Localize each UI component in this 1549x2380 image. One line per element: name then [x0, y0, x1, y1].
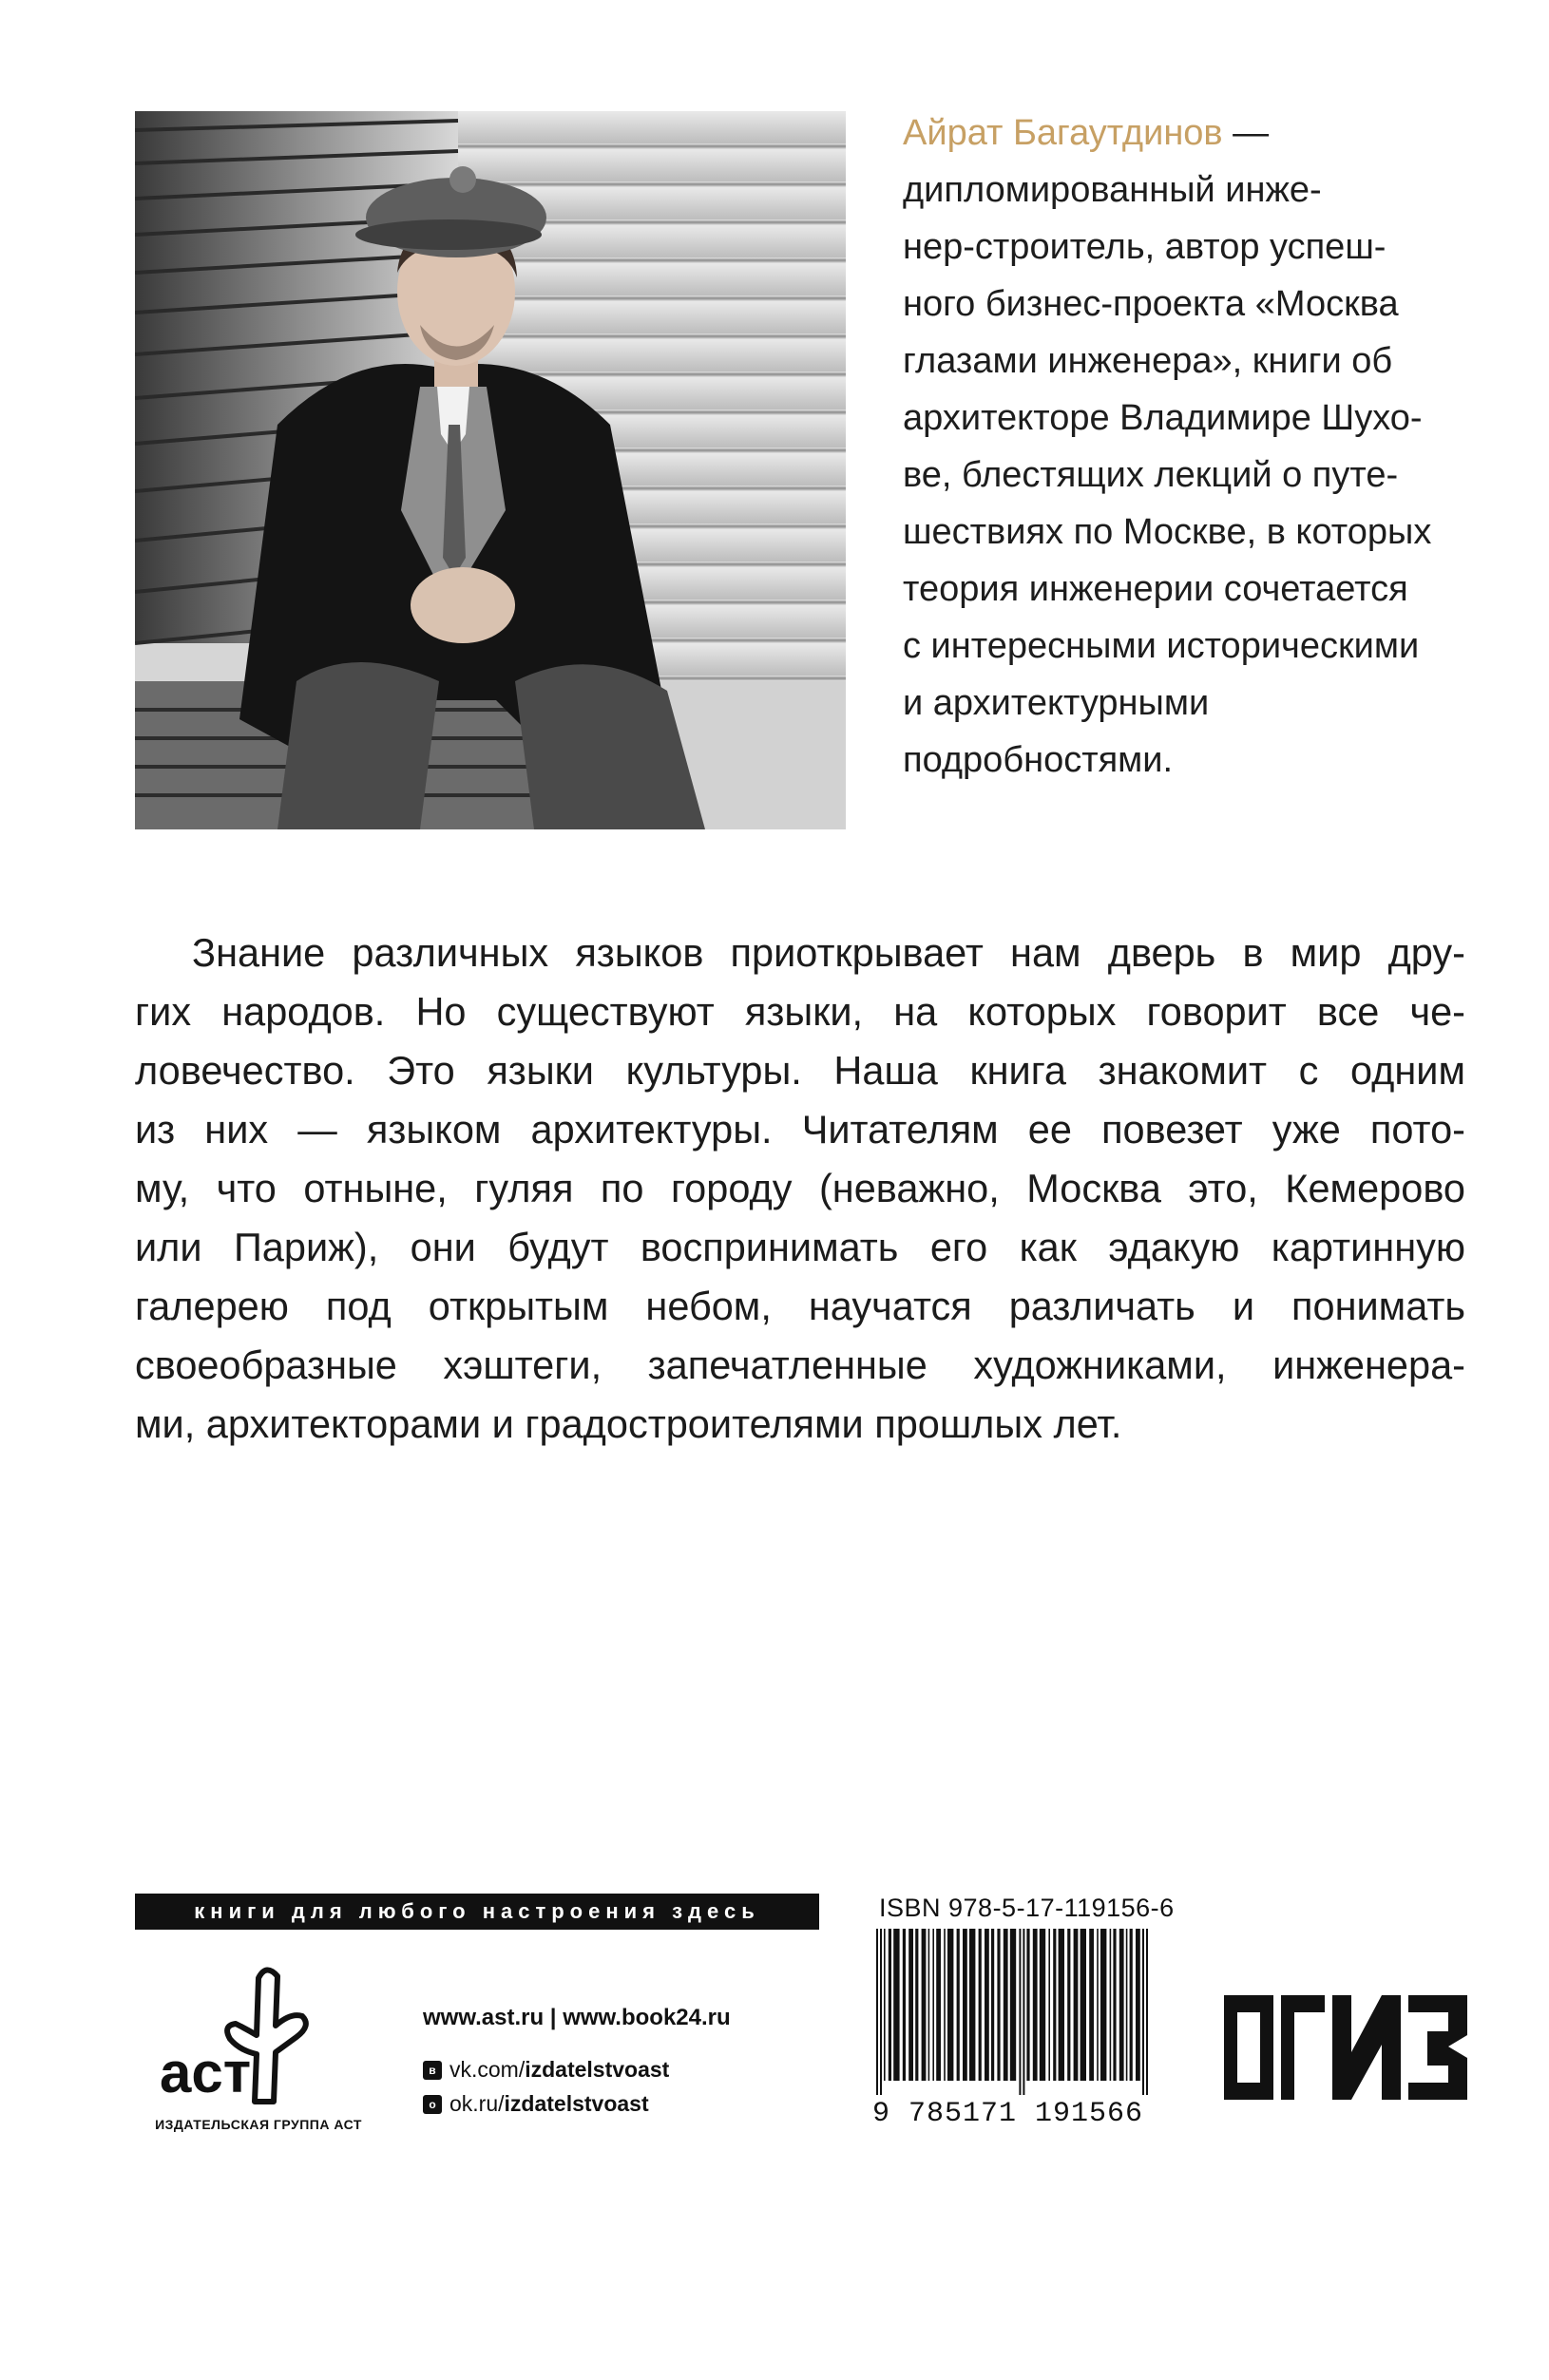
barcode-bar	[1136, 1929, 1140, 2081]
author-bio	[903, 105, 1473, 789]
author-photo	[135, 111, 846, 829]
barcode-bar	[1053, 1929, 1056, 2081]
ok-handle: izdatelstvoast	[504, 2091, 649, 2116]
barcode-bar	[1067, 1929, 1070, 2081]
annotation-line: галерею под открытым небом, научатся различать и понимать	[135, 1284, 1465, 1328]
barcode-bar	[1089, 1929, 1094, 2081]
ast-logo-icon	[152, 1959, 333, 2111]
barcode-bar	[957, 1929, 960, 2081]
barcode-icon	[872, 1929, 1176, 2095]
barcode-bar	[903, 1929, 906, 2081]
barcode-bar	[1126, 1929, 1128, 2081]
vk-handle: izdatelstvoast	[525, 2057, 670, 2082]
barcode-bar	[969, 1929, 975, 2081]
barcode-guard-bar	[1023, 1929, 1024, 2095]
bio-line: ве, блестящих лекций о путе-	[903, 455, 1399, 495]
ok-icon: о	[423, 2095, 442, 2114]
isbn-label: ISBN 978-5-17-119156-6	[879, 1894, 1175, 1922]
barcode-bar	[1130, 1929, 1133, 2081]
bio-line: теория инженерии сочетается	[903, 569, 1408, 609]
vk-prefix: vk.com/	[449, 2057, 526, 2082]
bio-line: шествиях по Москве, в которых	[903, 512, 1432, 552]
ast-logo-text: аст	[160, 2041, 252, 2104]
barcode-bar	[922, 1929, 927, 2081]
barcode-bar	[1097, 1929, 1099, 2081]
author-name: Айрат Багаутдинов	[903, 113, 1223, 153]
slogan-bar: книги для любого настроения здесь	[135, 1894, 819, 1930]
vk-link[interactable]	[423, 2057, 669, 2083]
book-annotation	[135, 923, 1465, 1454]
barcode-guard-bar	[1146, 1929, 1148, 2095]
barcode-guard-bar	[1142, 1929, 1144, 2095]
barcode-bar	[1119, 1929, 1124, 2081]
barcode-bar	[1033, 1929, 1038, 2081]
ok-prefix: ok.ru/	[449, 2091, 505, 2116]
barcode-bar	[915, 1929, 918, 2081]
barcode-bar	[947, 1929, 953, 2081]
bio-line: ного бизнес-проекта «Москва	[903, 284, 1399, 324]
barcode-bar	[1004, 1929, 1008, 2081]
annotation-line: му, что отныне, гуляя по городу (неважно, Москва это, Кемерово	[135, 1166, 1465, 1210]
barcode-bar	[936, 1929, 941, 2081]
bio-line: дипломированный инже-	[903, 170, 1322, 210]
annotation-line: своеобразные хэштеги, запечатленные художниками, инженера-	[135, 1342, 1465, 1387]
publisher-sites-link[interactable]: www.ast.ru | www.book24.ru	[423, 2005, 731, 2030]
barcode-bar	[997, 1929, 1000, 2081]
barcode-bar	[944, 1929, 946, 2081]
barcode-bar	[1100, 1929, 1106, 2081]
bio-line: подробностями.	[903, 740, 1174, 780]
annotation-line: ми, архитекторами и градостроителями прошлых лет.	[135, 1401, 1122, 1446]
barcode-bar	[963, 1929, 967, 2081]
barcode-bar	[889, 1929, 891, 2081]
bio-dash: —	[1222, 113, 1270, 153]
barcode-bar	[1113, 1929, 1116, 2081]
barcode-bar	[893, 1929, 899, 2081]
bio-line: архитекторе Владимире Шухо-	[903, 398, 1423, 438]
ogiz-logo-icon	[1224, 1986, 1471, 2109]
bio-line: нер-строитель, автор успеш-	[903, 227, 1386, 267]
annotation-line: ловечество. Это языки культуры. Наша книга знакомит с одним	[135, 1048, 1465, 1093]
barcode-bar	[1059, 1929, 1064, 2081]
barcode-bar	[1080, 1929, 1086, 2081]
ogiz-logo-text: ОГИЗ	[1224, 1986, 1227, 1987]
barcode-bar	[928, 1929, 930, 2081]
bio-line: с интересными историческими	[903, 626, 1420, 666]
barcode-bar	[1074, 1929, 1079, 2081]
barcode-digits: 9 785171 191566	[872, 2098, 1144, 2130]
annotation-line: или Париж), они будут воспринимать его как эдакую картинную	[135, 1225, 1465, 1269]
ok-link[interactable]	[423, 2091, 649, 2117]
barcode-bar	[991, 1929, 994, 2081]
barcode-guard-bar	[880, 1929, 882, 2095]
barcode-bar	[932, 1929, 934, 2081]
barcode-bar	[884, 1929, 886, 2081]
publisher-caption: ИЗДАТЕЛЬСКАЯ ГРУППА АСТ	[155, 2117, 362, 2132]
barcode-guard-bar	[876, 1929, 878, 2095]
annotation-line: из них — языком архитектуры. Читателям ее повезет уже пото-	[135, 1107, 1465, 1152]
author-photo-illustration	[135, 111, 846, 829]
vk-icon: в	[423, 2061, 442, 2080]
barcode-bar	[985, 1929, 989, 2081]
barcode-bar	[979, 1929, 982, 2081]
bio-line: и архитектурными	[903, 683, 1210, 723]
barcode-bar	[1040, 1929, 1045, 2081]
bio-line: глазами инженера», книги об	[903, 341, 1393, 381]
bio-line-1	[903, 105, 1473, 162]
barcode-bar	[1048, 1929, 1050, 2081]
annotation-line: Знание различных языков приоткрывает нам дверь в мир дру-	[192, 930, 1465, 975]
annotation-line: гих народов. Но существуют языки, на которых говорит все че-	[135, 989, 1465, 1034]
barcode-bar	[1026, 1929, 1029, 2081]
barcode-bar	[1110, 1929, 1112, 2081]
barcode-guard-bar	[1019, 1929, 1021, 2095]
barcode-bar	[908, 1929, 913, 2081]
barcode-bar	[1010, 1929, 1016, 2081]
